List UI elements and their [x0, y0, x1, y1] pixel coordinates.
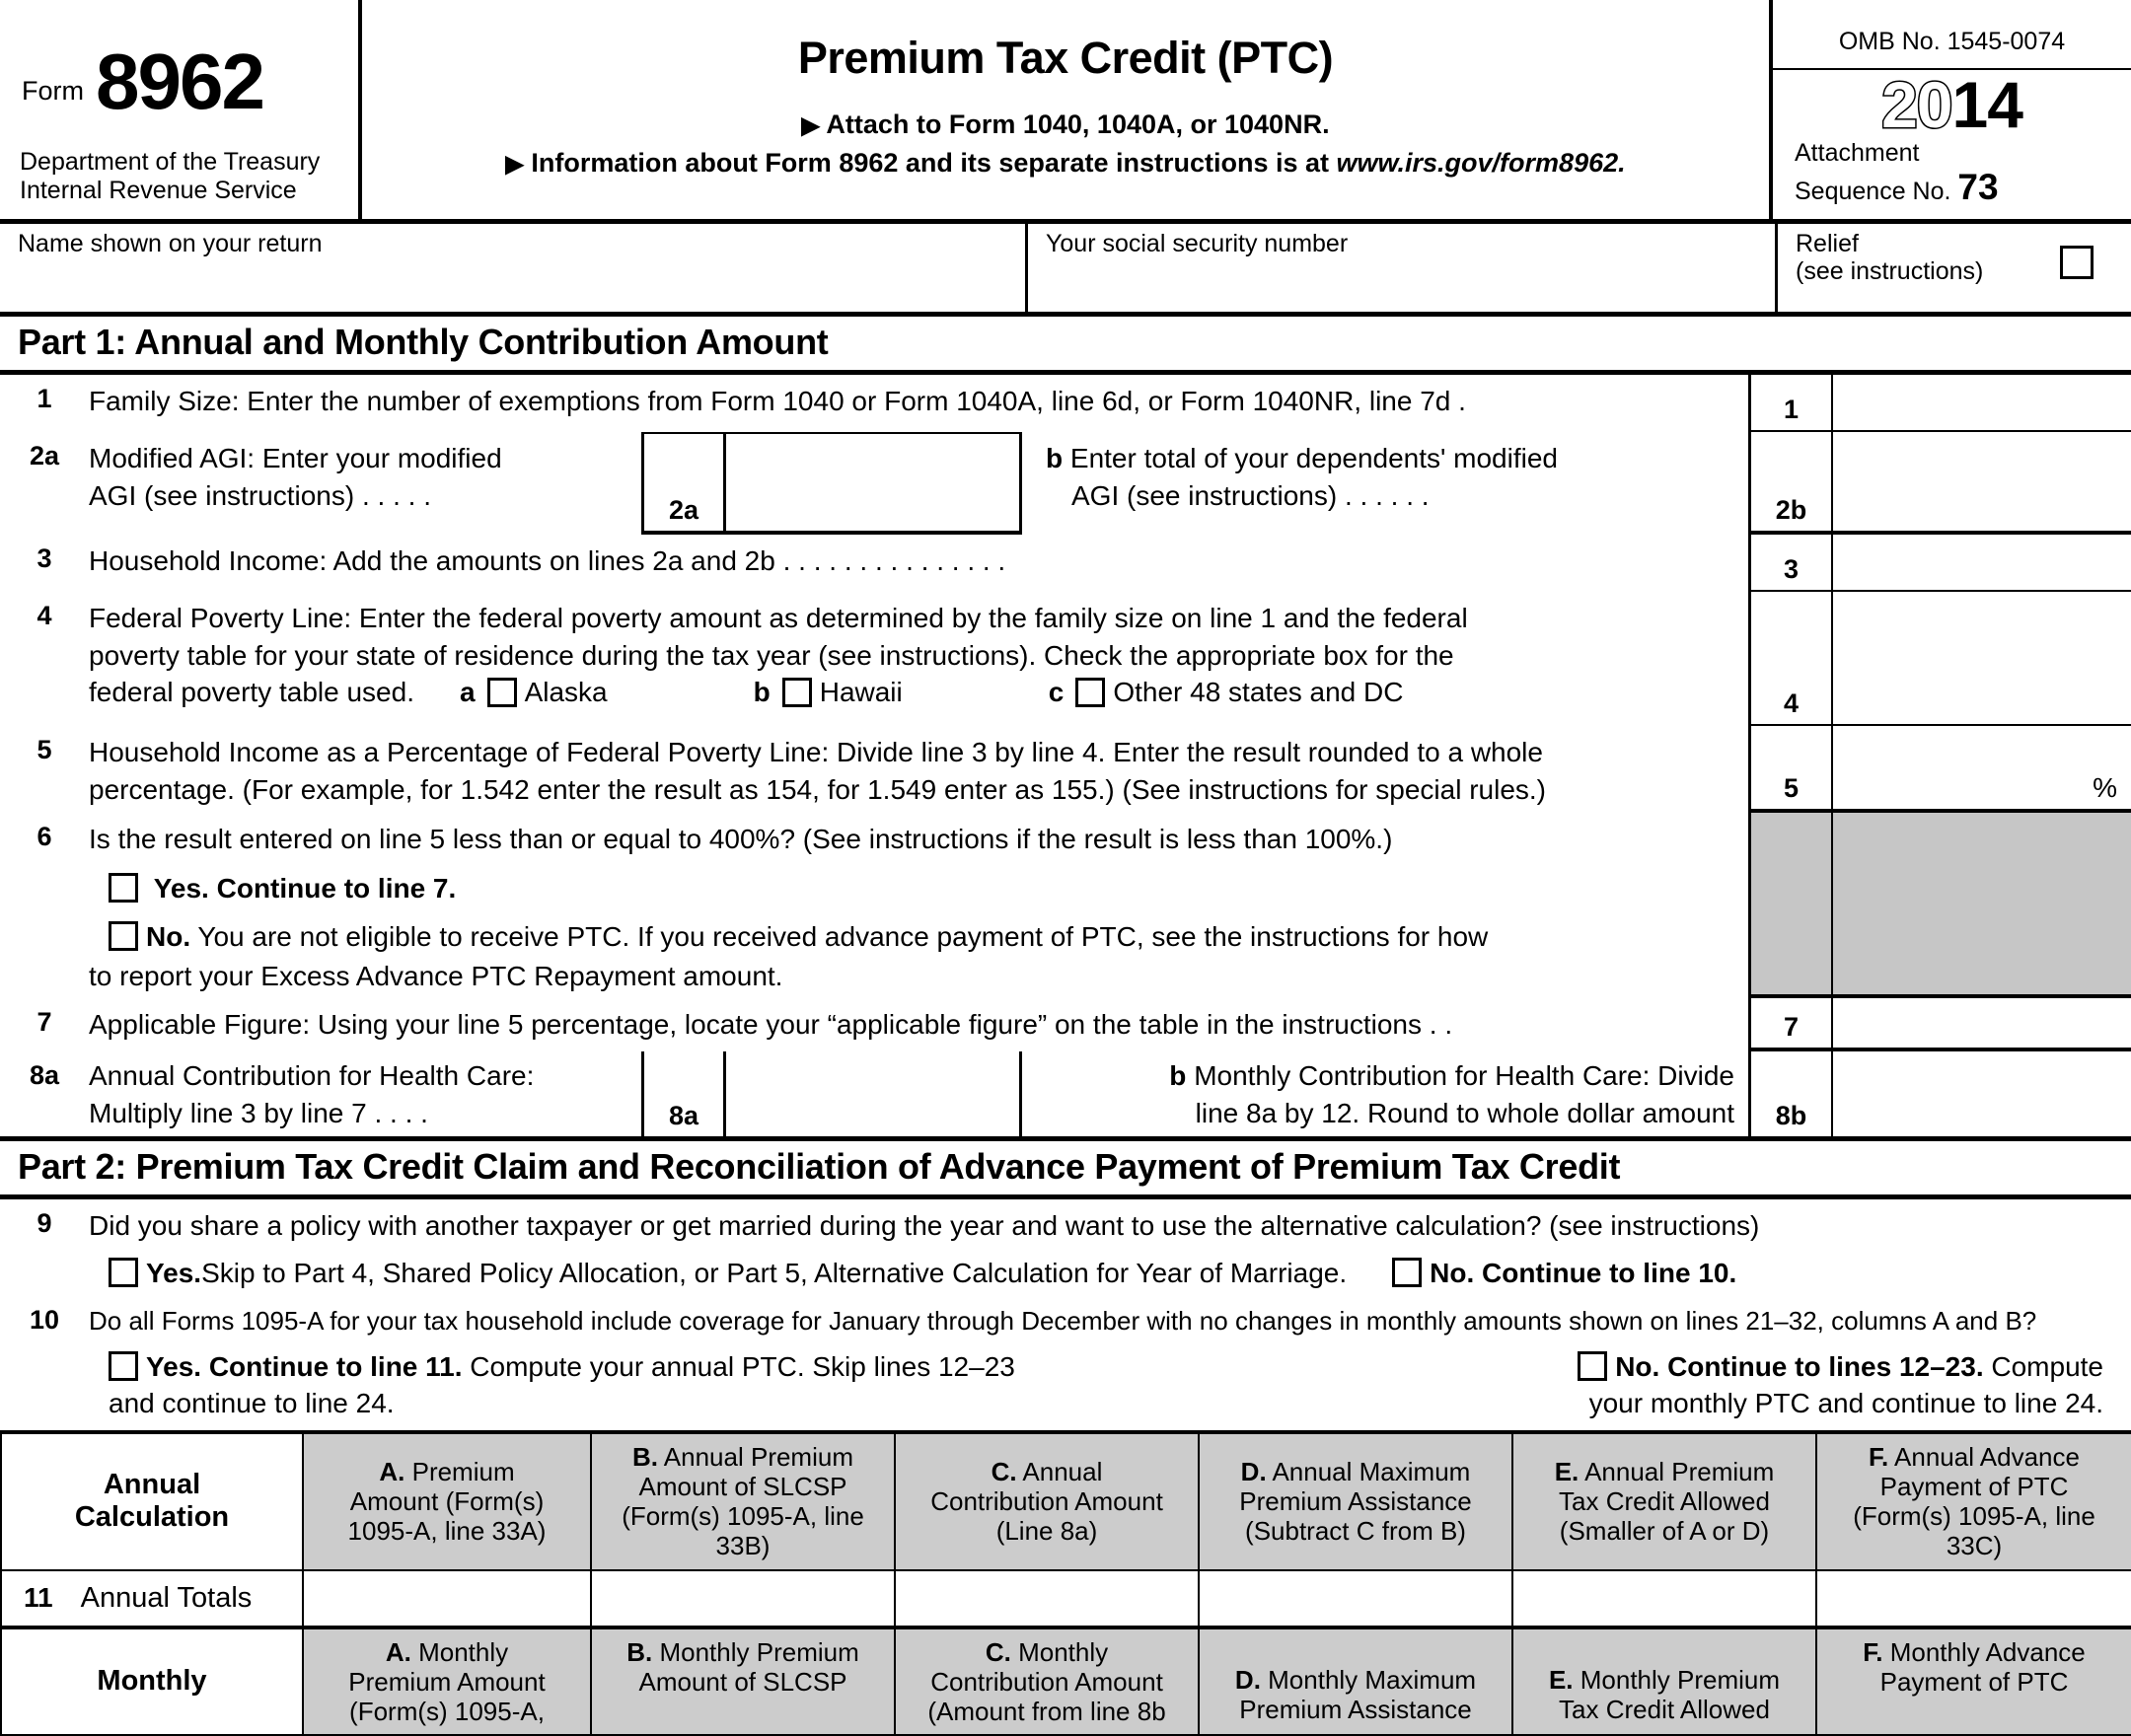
- line-8b-amount-label: 8b: [1748, 1051, 1833, 1136]
- line-9-checkbox-no[interactable]: [1392, 1258, 1422, 1287]
- page-title: Premium Tax Credit (PTC): [797, 33, 1334, 83]
- line-6-checkbox-yes[interactable]: [109, 873, 138, 903]
- line-9-no-label: No. Continue to line 10.: [1430, 1257, 1737, 1288]
- monthly-header-row: [1, 1628, 2131, 1735]
- annual-calculation-row-label: [1, 1432, 303, 1570]
- irs-url-link[interactable]: www.irs.gov/form8962.: [1336, 148, 1626, 178]
- annual-col-b-l3: (Form(s) 1095-A, line: [622, 1501, 864, 1532]
- arrow-right-icon-2: ▶: [505, 151, 524, 178]
- line-5-number: 5: [37, 735, 52, 764]
- relief-cell: [1778, 224, 2131, 312]
- line-8a-box-input[interactable]: [726, 1051, 1022, 1136]
- tax-year-prefix: 20: [1881, 68, 1952, 141]
- line-10-yes-block: [89, 1348, 1056, 1422]
- line-8a-text-2: Multiply line 3 by line 7: [89, 1097, 367, 1128]
- line-11-label: Annual Totals: [80, 1581, 253, 1614]
- line-5-row: [0, 726, 2131, 813]
- line-5-text-wrap: [89, 726, 1748, 813]
- line-7-leader: . .: [1429, 1009, 1453, 1040]
- line-2b-text-1: Enter total of your dependents' modified: [1069, 443, 1558, 473]
- line-6-checkbox-no[interactable]: [109, 921, 138, 951]
- line-4-option-a-label: Alaska: [524, 677, 608, 708]
- line-8a-text-line-1: Annual Contribution for Health Care:: [89, 1060, 535, 1091]
- line-2b-line-1: [1046, 440, 1748, 477]
- line-1-text: Family Size: Enter the number of exemptions from Form 1040 or Form 1040A, line 6d, or Form 1040NR, line 7d: [89, 386, 1451, 416]
- monthly-calculation-row-label: [1, 1628, 303, 1735]
- monthly-col-a-l1: [310, 1637, 584, 1667]
- line-8b-line-1: [1046, 1057, 1734, 1095]
- line-6-question: Is the result entered on line 5 less than or equal to 400%? (See instructions if the result is less than 100%.): [89, 824, 1393, 854]
- line-2a-number: 2a: [29, 441, 60, 470]
- line-6-no-label: No.: [146, 921, 191, 953]
- line-10-number: 10: [29, 1305, 60, 1335]
- line-8b-text-wrap: [1022, 1051, 1748, 1136]
- line-4-amount-label: 4: [1748, 592, 1833, 726]
- line-4-row: [0, 592, 2131, 726]
- annual-col-b-t1: Annual Premium: [658, 1442, 853, 1472]
- monthly-col-f-l2: Payment of PTC: [1879, 1666, 2069, 1697]
- annual-totals-label-cell: [1, 1570, 303, 1628]
- monthly-col-d-t1: Monthly Maximum: [1260, 1664, 1477, 1695]
- line-9-row: [0, 1199, 2131, 1296]
- omb-number: OMB No. 1545-0074: [1838, 28, 2066, 55]
- line-2a-box-label: 2a: [641, 432, 726, 535]
- line-6-shaded-area: [1833, 813, 2131, 998]
- annual-col-d-letter: D.: [1240, 1457, 1267, 1487]
- relief-label-line-2: (see instructions): [1796, 257, 1984, 285]
- line-7-text: Applicable Figure: Using your line 5 percentage, locate your “applicable figure” on the table in the instructions: [89, 1009, 1422, 1040]
- line-10-yes-line-1: [109, 1348, 1056, 1386]
- line-9-question: Did you share a policy with another taxpayer or get married during the year and want to use the alternative calculation? (see instructions): [89, 1210, 1760, 1241]
- line-2-row: [0, 432, 2131, 535]
- annual-col-f-l3: (Form(s) 1095-A, line: [1853, 1501, 2095, 1532]
- line-5-amount-label: 5: [1748, 726, 1833, 813]
- monthly-col-b-l1: [598, 1637, 888, 1667]
- line-2a-leader: . . . . .: [361, 479, 431, 511]
- line-10-no-label: No. Continue to lines 12–23.: [1615, 1350, 1984, 1382]
- annual-col-e-l2: Tax Credit Allowed: [1559, 1486, 1770, 1517]
- monthly-col-c-l3: (Amount from line 8b: [927, 1696, 1166, 1726]
- line-3-text-wrap: [89, 535, 1748, 592]
- department-line-1: Department of the Treasury: [20, 148, 321, 176]
- monthly-column-a-header: [303, 1628, 591, 1735]
- annual-total-e-input[interactable]: [1512, 1570, 1816, 1628]
- monthly-col-a-l2: Premium Amount: [348, 1666, 546, 1697]
- line-2a-text-line-2: [89, 477, 641, 515]
- annual-col-c-letter: C.: [991, 1457, 1017, 1487]
- line-4-option-c-label: Other 48 states and DC: [1113, 677, 1404, 708]
- line-1-row: [0, 375, 2131, 432]
- line-4-text-line-2: poverty table for your state of residence during the tax year (see instructions). Check the appropriate box for the: [89, 639, 1454, 671]
- line-2a-text-wrap: [89, 432, 641, 535]
- line-9-yes-label: Yes.: [146, 1257, 202, 1288]
- line-6-number: 6: [37, 822, 52, 851]
- line-10-options: [89, 1348, 2119, 1422]
- monthly-col-d-l2: Premium Assistance: [1239, 1694, 1472, 1724]
- annual-col-b-l4: 33B): [715, 1531, 771, 1561]
- form-identifier: [22, 37, 263, 126]
- annual-col-a-l3: 1095-A, line 33A): [347, 1516, 547, 1547]
- line-6-shaded-label: [1748, 813, 1833, 998]
- line-2b-leader: . . . . . .: [1344, 479, 1430, 511]
- annual-col-b-l1: [598, 1442, 888, 1472]
- line-6-yes-label: Yes. Continue to line 7.: [153, 872, 457, 904]
- annual-col-c-l3: (Line 8a): [995, 1516, 1098, 1547]
- line-10-no-block: [1056, 1348, 2119, 1422]
- line-8b-line-2: line 8a by 12. Round to whole dollar amount: [1195, 1097, 1734, 1128]
- line-4-text-line-1: Federal Poverty Line: Enter the federal poverty amount as determined by the family size on line 1 and the federal: [89, 603, 1468, 633]
- form-header: [0, 0, 2131, 219]
- line-10-yes-text-1: Compute your annual PTC. Skip lines 12–23: [462, 1350, 1015, 1382]
- line-4-option-a-letter: a: [459, 677, 476, 708]
- monthly-col-b-t1: Monthly Premium: [652, 1636, 859, 1667]
- line-10-question: Do all Forms 1095-A for your tax household include coverage for January through December with no changes in monthly amounts shown on lines 21–32, columns A and B?: [89, 1306, 2037, 1336]
- annual-total-c-input[interactable]: [895, 1570, 1199, 1628]
- monthly-col-f-t1: Monthly Advance: [1882, 1636, 2086, 1667]
- part2-banner: Part 2: Premium Tax Credit Claim and Reconciliation of Advance Payment of Premium Tax Credit: [0, 1136, 2131, 1199]
- annual-col-e-l3: (Smaller of A or D): [1559, 1516, 1770, 1547]
- annual-total-f-input[interactable]: [1816, 1570, 2131, 1628]
- attach-instruction: [362, 109, 1769, 140]
- header-right-block: [1769, 0, 2131, 219]
- line-8b-amount-input[interactable]: [1833, 1051, 2131, 1136]
- monthly-col-b-letter: B.: [626, 1636, 653, 1667]
- line-1-amount-input[interactable]: [1833, 375, 2131, 432]
- line-9-number: 9: [37, 1208, 52, 1238]
- annual-col-a-t1: Premium: [404, 1457, 515, 1487]
- line-3-row: [0, 535, 2131, 592]
- monthly-col-a-l3: (Form(s) 1095-A,: [349, 1696, 545, 1726]
- line-9-checkbox-yes[interactable]: [109, 1258, 138, 1287]
- monthly-column-f-header: [1816, 1628, 2131, 1735]
- ssn-field-cell[interactable]: [1028, 224, 1778, 312]
- annual-col-d-l1: [1206, 1457, 1506, 1486]
- line-1-text-wrap: [89, 375, 1748, 432]
- annual-label-line-2: Calculation: [74, 1501, 230, 1534]
- line-3-amount-input[interactable]: [1833, 535, 2131, 592]
- line-5-amount-input[interactable]: [1833, 726, 2131, 813]
- line-6-no-text-2: to report your Excess Advance PTC Repayment amount.: [89, 960, 783, 991]
- line-2b-amount-input[interactable]: [1833, 432, 2131, 535]
- monthly-col-f-letter: F.: [1863, 1636, 1883, 1667]
- line-8-row: [0, 1051, 2131, 1136]
- line-10-body: [89, 1296, 2131, 1430]
- info-instruction: [362, 148, 1769, 179]
- monthly-column-b-header: [591, 1628, 895, 1735]
- monthly-column-e-header: [1512, 1628, 1816, 1735]
- line-8a-box-label: 8a: [641, 1051, 726, 1136]
- monthly-col-e-t1: Monthly Premium: [1573, 1664, 1781, 1695]
- header-center-block: [362, 0, 1769, 219]
- info-instruction-text: Information about Form 8962 and its separate instructions is at: [531, 148, 1337, 178]
- line-1-leader: .: [1458, 386, 1476, 416]
- line-2b-text-wrap: [1022, 432, 1748, 535]
- line-10-checkbox-yes[interactable]: [109, 1351, 138, 1381]
- line-2b-letter: b: [1046, 443, 1064, 473]
- line-4-text-wrap: [89, 592, 1748, 726]
- monthly-col-f-l1: [1823, 1637, 2125, 1667]
- name-field-cell[interactable]: [0, 224, 1028, 312]
- line-3-leader: . . . . . . . . . . . . . . .: [782, 545, 1006, 576]
- annual-col-e-t1: Annual Premium: [1579, 1457, 1775, 1487]
- attachment-label: Attachment: [1795, 139, 1920, 167]
- annual-calculation-table: [0, 1430, 2131, 1736]
- annual-col-c-l2: Contribution Amount: [930, 1486, 1163, 1517]
- line-2b-amount-label: 2b: [1748, 432, 1833, 535]
- monthly-col-c-t1: Monthly: [1010, 1636, 1109, 1667]
- ssn-label: Your social security number: [1046, 230, 1349, 257]
- line-4-checkbox-hawaii[interactable]: [782, 678, 812, 707]
- annual-total-b-input[interactable]: [591, 1570, 895, 1628]
- tax-year-suffix: 14: [1951, 68, 2022, 141]
- line-9-body: [89, 1199, 2131, 1296]
- annual-col-d-t1: Annual Maximum: [1266, 1457, 1471, 1487]
- line-6-text-wrap: [89, 813, 1748, 998]
- line-4-checkbox-other48[interactable]: [1075, 678, 1105, 707]
- monthly-col-c-l1: [902, 1637, 1192, 1667]
- annual-total-a-input[interactable]: [303, 1570, 591, 1628]
- line-1-amount-label: 1: [1748, 375, 1833, 432]
- line-10-yes-text-2: and continue to line 24.: [109, 1388, 395, 1419]
- annual-column-e-header: [1512, 1432, 1816, 1570]
- line-5-text-line-2: percentage. (For example, for 1.542 enter the result as 154, for 1.549 enter as 155.) (See instructions for special rules.): [89, 773, 1546, 805]
- line-7-text-wrap: [89, 998, 1748, 1051]
- annual-col-f-t1: Annual Advance: [1888, 1442, 2080, 1472]
- monthly-col-e-l1: [1519, 1665, 1809, 1695]
- line-6-row: [0, 813, 2131, 998]
- annual-col-a-l1: [310, 1457, 584, 1486]
- line-6-no-row: [89, 918, 1736, 956]
- line-10-no-line-1: [1075, 1348, 2103, 1386]
- line-3-number: 3: [37, 543, 52, 573]
- annual-col-b-l2: Amount of SLCSP: [638, 1472, 847, 1502]
- line-10-no-text-2: your monthly PTC and continue to line 24.: [1588, 1388, 2103, 1419]
- line-11-number: 11: [24, 1581, 53, 1613]
- line-7-amount-input[interactable]: [1833, 998, 2131, 1051]
- annual-totals-row: [1, 1570, 2131, 1628]
- monthly-col-a-letter: A.: [385, 1636, 411, 1667]
- monthly-col-d-letter: D.: [1234, 1664, 1261, 1695]
- percent-symbol: %: [2093, 772, 2117, 803]
- line-10-no-text-1: Compute: [1983, 1350, 2103, 1382]
- line-9-options: [89, 1255, 2119, 1292]
- annual-col-f-l4: 33C): [1946, 1531, 2003, 1561]
- line-8a-text-line-2: [89, 1095, 641, 1132]
- line-4-option-b-label: Hawaii: [819, 677, 903, 708]
- line-2a-text-line-1: Modified AGI: Enter your modified: [89, 443, 502, 473]
- line-2b-line-2: [1046, 477, 1748, 515]
- department-line-2: Internal Revenue Service: [20, 177, 297, 204]
- relief-label-line-1: Relief: [1796, 230, 1859, 257]
- line-7-amount-label: 7: [1748, 998, 1833, 1051]
- annual-col-f-letter: F.: [1869, 1442, 1889, 1472]
- monthly-col-e-letter: E.: [1548, 1664, 1574, 1695]
- part1-banner: Part 1: Annual and Monthly Contribution Amount: [0, 312, 2131, 375]
- attachment-sequence: [1773, 139, 2131, 207]
- line-8a-text-wrap: [89, 1051, 641, 1136]
- annual-header-row: [1, 1432, 2131, 1570]
- line-7-number: 7: [37, 1007, 52, 1037]
- monthly-col-c-l2: Contribution Amount: [930, 1666, 1163, 1697]
- annual-col-a-l2: Amount (Form(s): [349, 1486, 545, 1517]
- annual-label-line-1: Annual: [103, 1469, 201, 1501]
- line-4-option-b-letter: b: [753, 677, 771, 708]
- annual-col-d-l2: Premium Assistance: [1239, 1486, 1472, 1517]
- line-7-row: [0, 998, 2131, 1051]
- line-5-text-line-1: Household Income as a Percentage of Federal Poverty Line: Divide line 3 by line 4. Enter the result rounded to a whole: [89, 737, 1543, 767]
- line-4-option-c-letter: c: [1048, 677, 1065, 708]
- annual-col-d-l3: (Subtract C from B): [1245, 1516, 1466, 1547]
- form-number: 8962: [96, 37, 263, 126]
- annual-column-b-header: [591, 1432, 895, 1570]
- sequence-label: Sequence No.: [1795, 178, 1951, 205]
- line-4-checkbox-alaska[interactable]: [487, 678, 517, 707]
- annual-col-e-letter: E.: [1554, 1457, 1580, 1487]
- annual-total-d-input[interactable]: [1199, 1570, 1512, 1628]
- department-block: [20, 148, 320, 205]
- annual-col-a-letter: A.: [379, 1457, 405, 1487]
- monthly-col-c-letter: C.: [985, 1636, 1011, 1667]
- line-6-yes-row: [89, 870, 1736, 907]
- line-4-number: 4: [37, 601, 52, 630]
- monthly-column-c-header: [895, 1628, 1199, 1735]
- monthly-col-a-t1: Monthly: [410, 1636, 509, 1667]
- annual-col-c-l1: [902, 1457, 1192, 1486]
- line-4-options-row: [89, 674, 1736, 711]
- line-3-text: Household Income: Add the amounts on lines 2a and 2b: [89, 545, 775, 576]
- line-1-number: 1: [37, 384, 52, 413]
- annual-column-f-header: [1816, 1432, 2131, 1570]
- line-2b-text-2: AGI (see instructions): [1071, 479, 1338, 511]
- arrow-right-icon: ▶: [801, 112, 820, 139]
- line-8b-letter: b: [1169, 1060, 1187, 1091]
- line-8b-text-1: Monthly Contribution for Health Care: Divide: [1194, 1060, 1734, 1091]
- line-10-yes-label: Yes. Continue to line 11.: [146, 1350, 463, 1382]
- line-4-amount-input[interactable]: [1833, 592, 2131, 726]
- sequence-line: [1795, 167, 2131, 207]
- line-3-amount-label: 3: [1748, 535, 1833, 592]
- monthly-col-b-l2: Amount of SLCSP: [638, 1666, 847, 1697]
- annual-col-f-l2: Payment of PTC: [1879, 1472, 2069, 1502]
- line-4-text-line-3: federal poverty table used.: [89, 677, 414, 708]
- identity-row: [0, 219, 2131, 312]
- line-10-row: [0, 1296, 2131, 1430]
- line-2a-text-2: AGI (see instructions): [89, 479, 355, 511]
- line-2a-box-input[interactable]: [726, 432, 1022, 535]
- annual-col-f-l1: [1823, 1442, 2125, 1472]
- line-8a-leader: . . . .: [374, 1097, 428, 1128]
- line-8a-number: 8a: [29, 1060, 60, 1090]
- annual-column-a-header: [303, 1432, 591, 1570]
- monthly-label-line-1: Monthly: [97, 1665, 207, 1698]
- line-6-no-text-1: You are not eligible to receive PTC. If you received advance payment of PTC, see the instructions for how: [190, 921, 1489, 953]
- monthly-col-d-l1: [1206, 1665, 1506, 1695]
- annual-column-d-header: [1199, 1432, 1512, 1570]
- form-word-label: Form: [22, 76, 84, 106]
- annual-column-c-header: [895, 1432, 1199, 1570]
- attach-instruction-text: Attach to Form 1040, 1040A, or 1040NR.: [826, 109, 1330, 139]
- line-9-yes-text: Skip to Part 4, Shared Policy Allocation, or Part 5, Alternative Calculation for Year of Marriage.: [201, 1257, 1348, 1288]
- annual-col-b-letter: B.: [632, 1442, 658, 1472]
- tax-year-block: [1773, 70, 2131, 139]
- relief-checkbox[interactable]: [2060, 246, 2094, 279]
- annual-col-e-l1: [1519, 1457, 1809, 1486]
- monthly-column-d-header: [1199, 1628, 1512, 1735]
- header-left-block: [0, 0, 362, 219]
- monthly-col-e-l2: Tax Credit Allowed: [1559, 1694, 1770, 1724]
- sequence-number: 73: [1957, 167, 1999, 207]
- annual-col-c-t1: Annual: [1016, 1457, 1103, 1487]
- name-label: Name shown on your return: [18, 230, 323, 257]
- line-10-checkbox-no[interactable]: [1578, 1351, 1607, 1381]
